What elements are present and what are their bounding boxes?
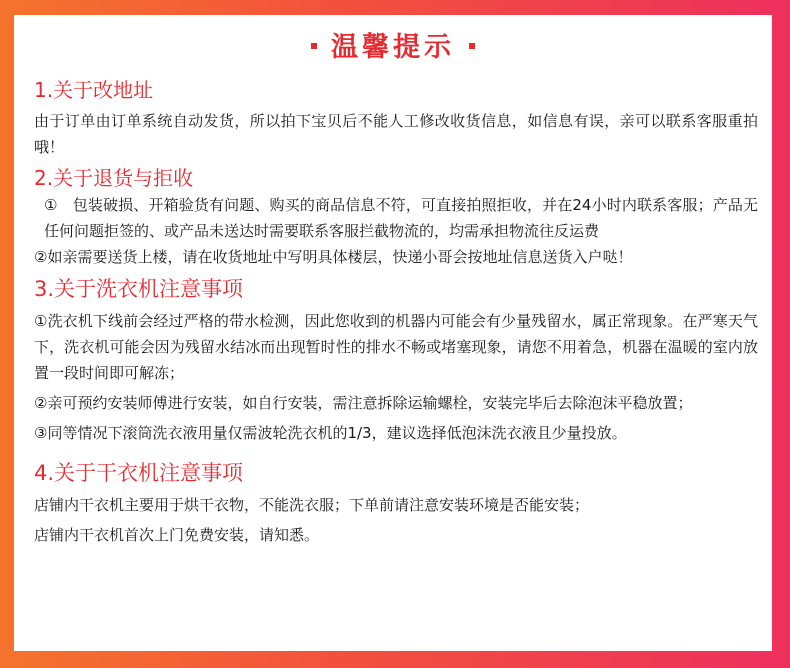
section-dryer bbox=[34, 458, 772, 548]
section-washer bbox=[34, 274, 772, 446]
section-paragraph: 由于订单由订单系统自动发货，所以拍下宝贝后不能人工修改收货信息，如信息有误，亲可以联系客服重拍哦！ bbox=[34, 112, 758, 156]
section-paragraph: ②如亲需要送货上楼，请在收货地址中写明具体楼层，快递小哥会按地址信息送货入户哒！ bbox=[34, 248, 633, 266]
section-paragraph: 店铺内干衣机主要用于烘干衣物，不能洗衣服；下单前请注意安装环境是否能安装； bbox=[34, 496, 590, 514]
page-title bbox=[297, 25, 489, 64]
section-heading: 2.关于退货与拒收 bbox=[34, 166, 194, 190]
title-dot-right bbox=[469, 43, 475, 49]
section-paragraph: ③同等情况下滚筒洗衣液用量仅需波轮洗衣机的1/3，建议选择低泡沫洗衣液且少量投放。 bbox=[34, 424, 627, 442]
section-returns bbox=[34, 164, 772, 270]
title-row bbox=[34, 15, 772, 73]
section-paragraph: ②亲可预约安装师傅进行安装，如自行安装，需注意拆除运输螺栓，安装完毕后去除泡沫平稳放置； bbox=[34, 394, 693, 412]
section-paragraph: 店铺内干衣机首次上门免费安装，请知悉。 bbox=[34, 526, 320, 544]
section-heading: 4.关于干衣机注意事项 bbox=[34, 461, 244, 485]
section-paragraph: ① 包装破损、开箱验货有问题、购买的商品信息不符，可直接拍照拒收，并在24小时内联系客服；产品无任何问题拒签的、或产品未送达时需要联系客服拦截物流的，均需承担物流往反运费 bbox=[44, 196, 758, 240]
page-title-text: 温馨提示 bbox=[331, 31, 455, 63]
section-address bbox=[34, 76, 772, 160]
section-heading: 3.关于洗衣机注意事项 bbox=[34, 277, 244, 301]
title-dot-left bbox=[311, 43, 317, 49]
section-heading: 1.关于改地址 bbox=[34, 78, 154, 102]
notice-panel bbox=[14, 15, 772, 651]
section-paragraph: ①洗衣机下线前会经过严格的带水检测，因此您收到的机器内可能会有少量残留水，属正常现象。在严寒天气下，洗衣机可能会因为残留水结冰而出现暂时性的排水不畅或堵塞现象，请您不用着急，机器在温暖的室内放置一段时间即可解冻； bbox=[34, 312, 758, 382]
